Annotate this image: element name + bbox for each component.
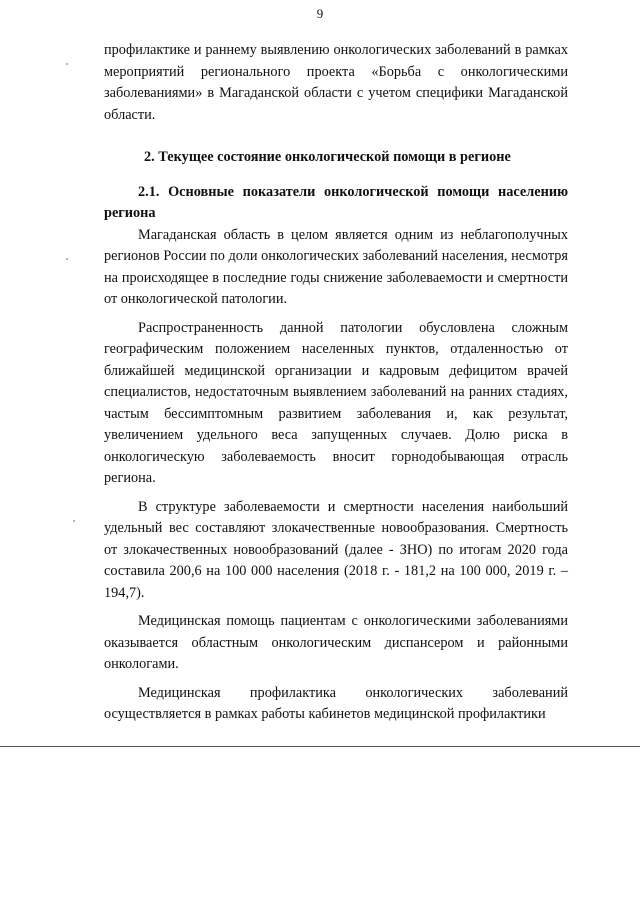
page-number: 9 <box>316 6 324 21</box>
document-body <box>104 40 568 726</box>
section-heading: 2. Текущее состояние онкологической помощи в регионе <box>144 149 511 165</box>
subsection-heading: 2.1. Основные показатели онкологической помощи населению региона <box>104 183 568 221</box>
paragraph-medical-care: Медицинская помощь пациентам с онкологическими заболеваниями оказывается областным онкологическим диспансером и районными онкологами. <box>104 613 568 672</box>
paragraph-mortality-structure: В структуре заболеваемости и смертности населения наибольший удельный вес составляют злокачественные новообразования. Смертность от злокачественных новообразований (далее - ЗНО) по итогам 2020 года составила 200,6 на 100 000 населения (2018 г. - 181,2 на 100 000, 2019 г. – 194,7). <box>104 498 568 601</box>
paragraph-prevalence: Распространенность данной патологии обусловлена сложным географическим положением населенных пунктов, отдаленностью от ближайшей медицинской организации и кадровым дефицитом врачей специалистов, недостаточным выявлением заболеваний на ранних стадиях, частым бессимптомным развитием заболевания и, как результат, увеличением удельного веса запущенных случаев. Долю риска в онкологическую заболеваемость вносит горнодобывающая отрасль региона. <box>104 319 568 486</box>
paragraph-regional-overview: Магаданская область в целом является одним из неблагополучных регионов России по доли онкологических заболеваний населения, несмотря на происходящее в последние годы снижение заболеваемости и смертности от онкологической патологии. <box>104 226 568 307</box>
page-bottom-rule <box>0 746 640 747</box>
scan-speck <box>66 258 68 260</box>
scan-speck <box>66 63 68 65</box>
paragraph-prevention: Медицинская профилактика онкологических заболеваний осуществляется в рамках работы кабинетов медицинской профилактики <box>104 684 568 722</box>
paragraph-continuation: профилактике и раннему выявлению онкологических заболеваний в рамках мероприятий регионального проекта «Борьба с онкологическими заболеваниями» в Магаданской области с учетом специфики Магаданской области. <box>104 42 568 123</box>
scan-speck <box>73 520 75 522</box>
